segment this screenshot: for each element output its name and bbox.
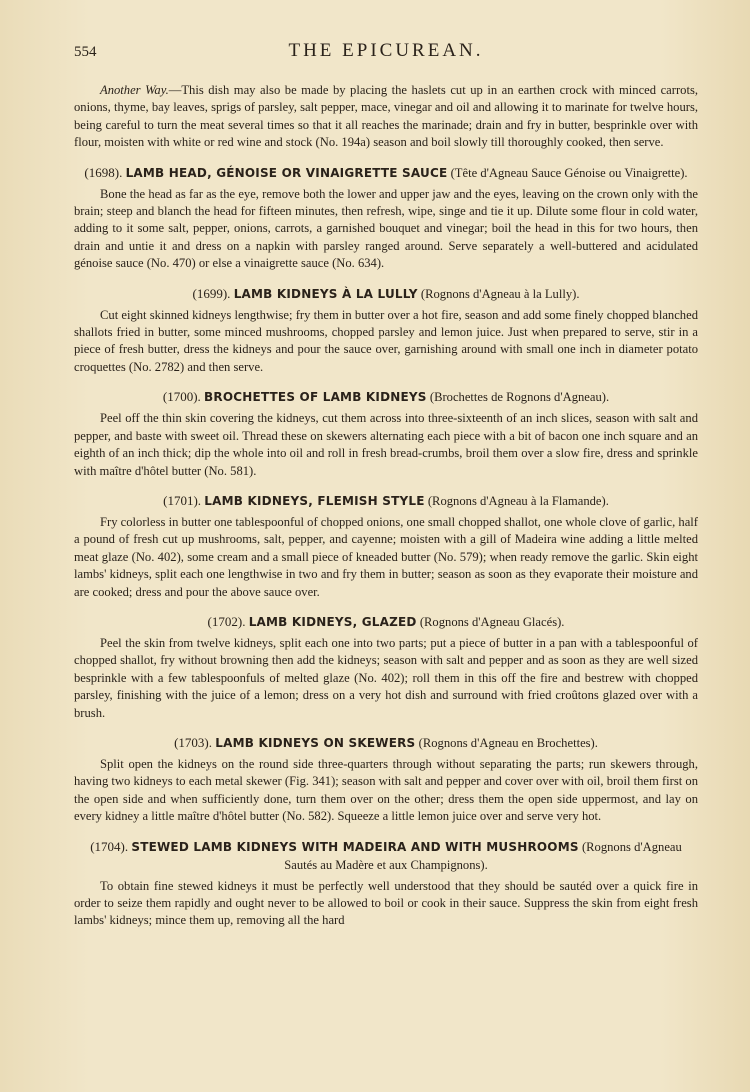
recipe-title: LAMB KIDNEYS, FLEMISH STYLE — [204, 493, 425, 508]
recipe-number: (1701). — [163, 492, 202, 508]
recipe-french-title: (Rognons d'Agneau à la Flamande). — [427, 493, 609, 508]
recipe-number: (1699). — [192, 285, 231, 301]
recipe-french-title: (Tête d'Agneau Sauce Génoise ou Vinaigrette). — [450, 165, 688, 180]
recipe-french-title: (Brochettes de Rognons d'Agneau). — [429, 390, 610, 405]
recipe-text: Peel the skin from twelve kidneys, split each one into two parts; put a piece of butter in a pan with a tablespoonful of chopped shallot, fry without browning then add the kidneys; season with salt and pepper and as soon as they are well sized besprinkle with a few tablespoonfuls of melted glaze (No. 402); roll them in this off the fire and bestrew with chopped parsley, finishing with the juice of a lemon; dress on a very hot dish and surround with fried croûtons glazed over with a brush. — [74, 635, 698, 720]
recipe-title: LAMB HEAD, GÉNOISE OR VINAIGRETTE SAUCE — [125, 165, 448, 180]
intro-paragraph — [74, 82, 698, 152]
recipe-1702 — [74, 613, 698, 722]
recipe-text: Split open the kidneys on the round side three-quarters through without separating the parts; run skewers through, having two kidneys to each metal skewer (Fig. 341); season with salt and pepper and cover over with oil, broil them first on the open side and when sufficiently done, turn them over on the other; dress them the open side uppermost, and lay on every kidney a little maître d'hôtel butter (No. 582). Squeeze a little lemon juice over and serve very hot. — [74, 756, 698, 824]
recipe-heading — [74, 285, 698, 303]
recipe-1701 — [74, 492, 698, 601]
recipe-heading — [74, 492, 698, 510]
recipe-number: (1700). — [162, 389, 201, 405]
intro-lead-in: Another Way. — [100, 83, 169, 97]
recipe-french-title: (Rognons d'Agneau Sautés au Madère et aux Champignons). — [284, 839, 682, 872]
recipe-text: To obtain fine stewed kidneys it must be perfectly well understood that they should be sautéd over a quick fire in order to seize them rapidly and ought never to be allowed to boil or cook in their sauce. Suppress the skin from eight fresh lambs' kidneys; mince them up, removing all the hard — [74, 878, 698, 928]
recipe-number: (1704). — [90, 838, 129, 854]
recipe-french-title: (Rognons d'Agneau à la Lully). — [420, 286, 580, 301]
page-number: 554 — [74, 44, 97, 60]
running-title: THE EPICUREAN. — [288, 40, 484, 61]
recipe-text: Peel off the thin skin covering the kidneys, cut them across into three-sixteenth of an inch slices, season with salt and pepper, and baste with sweet oil. Thread these on skewers alternating each piece with a bit of bacon one inch square and an eighth of an inch thick; dip the whole into oil and roll in fresh bread-crumbs, broil them over a slow fire, dress and sprinkle with maître d'hôtel butter (No. 581). — [74, 411, 698, 478]
recipe-1703 — [74, 734, 698, 826]
recipe-1698 — [74, 164, 698, 273]
recipe-french-title: (Rognons d'Agneau Glacés). — [419, 614, 565, 629]
recipe-heading — [74, 734, 698, 752]
recipe-number: (1698). — [84, 164, 123, 180]
recipe-text: Bone the head as far as the eye, remove both the lower and upper jaw and the eyes, leaving on the crown only with the brain; steep and blanch the head for fifteen minutes, then refresh, wipe, singe and tie it up. Dilute some flour in cold water, adding to it some salt, pepper, onions, carrots, a garnished bouquet and vinegar; boil the head in this for two hours, then drain and untie it and dress on a napkin with parsley ranged around. Serve separately a well-buttered and acidulated génoise sauce (No. 470) or else a vinaigrette sauce (No. 634). — [74, 186, 698, 271]
intro-text: —This dish may also be made by placing the haslets cut up in an earthen crock with minced carrots, onions, thyme, bay leaves, sprigs of parsley, salt pepper, mace, vinegar and oil and allowing it to marinate for twelve hours, being careful to turn the meat several times so that it all reaches the marinade; drain and fry in butter, besprinkle over with flour, moisten with white or red wine and stock (No. 194a) season and boil slowly till thoroughly cooked, then serve. — [74, 83, 698, 150]
recipe-french-title: (Rognons d'Agneau en Brochettes). — [418, 735, 598, 750]
recipe-text: Cut eight skinned kidneys lengthwise; fry them in butter over a hot fire, season and add some finely chopped blanched shallots fried in butter, some minced mushrooms, chopped parsley and lemon juice. Just when prepared to serve, stir in a piece of fresh butter, dress the kidneys and pour the sauce over, garnishing around with small one inch in diameter potato croquettes (No. 2782) and then serve. — [74, 307, 698, 374]
recipe-title: LAMB KIDNEYS, GLAZED — [248, 614, 417, 629]
recipe-title: BROCHETTES OF LAMB KIDNEYS — [204, 390, 427, 405]
recipe-1704 — [74, 838, 698, 930]
recipe-heading — [74, 388, 698, 406]
recipe-1700 — [74, 388, 698, 480]
recipe-number: (1703). — [174, 734, 212, 750]
recipe-heading — [74, 838, 698, 874]
recipe-1699 — [74, 285, 698, 377]
recipe-heading — [74, 613, 698, 631]
recipe-title: STEWED LAMB KIDNEYS WITH MADEIRA AND WITH MUSHROOMS — [131, 839, 579, 854]
recipe-heading — [74, 164, 698, 182]
running-head — [74, 40, 698, 70]
recipe-title: LAMB KIDNEYS À LA LULLY — [233, 286, 418, 301]
recipe-title: LAMB KIDNEYS ON SKEWERS — [215, 735, 416, 750]
recipe-text: Fry colorless in butter one tablespoonful of chopped onions, one small chopped shallot, one whole clove of garlic, half a pound of fresh cut up mushrooms, salt, pepper, and cayenne; moisten with a gill of Madeira wine adding a little melted meat glaze (No. 402), some cream and a small piece of kneaded butter (No. 579); when ready remove the garlic. Skin eight lambs' kidneys, split each one lengthwise in two and fry them in butter; season as soon as they evaporate their moisture and are cooked; dress and pour the above sauce over. — [74, 514, 698, 599]
recipe-number: (1702). — [207, 613, 246, 629]
